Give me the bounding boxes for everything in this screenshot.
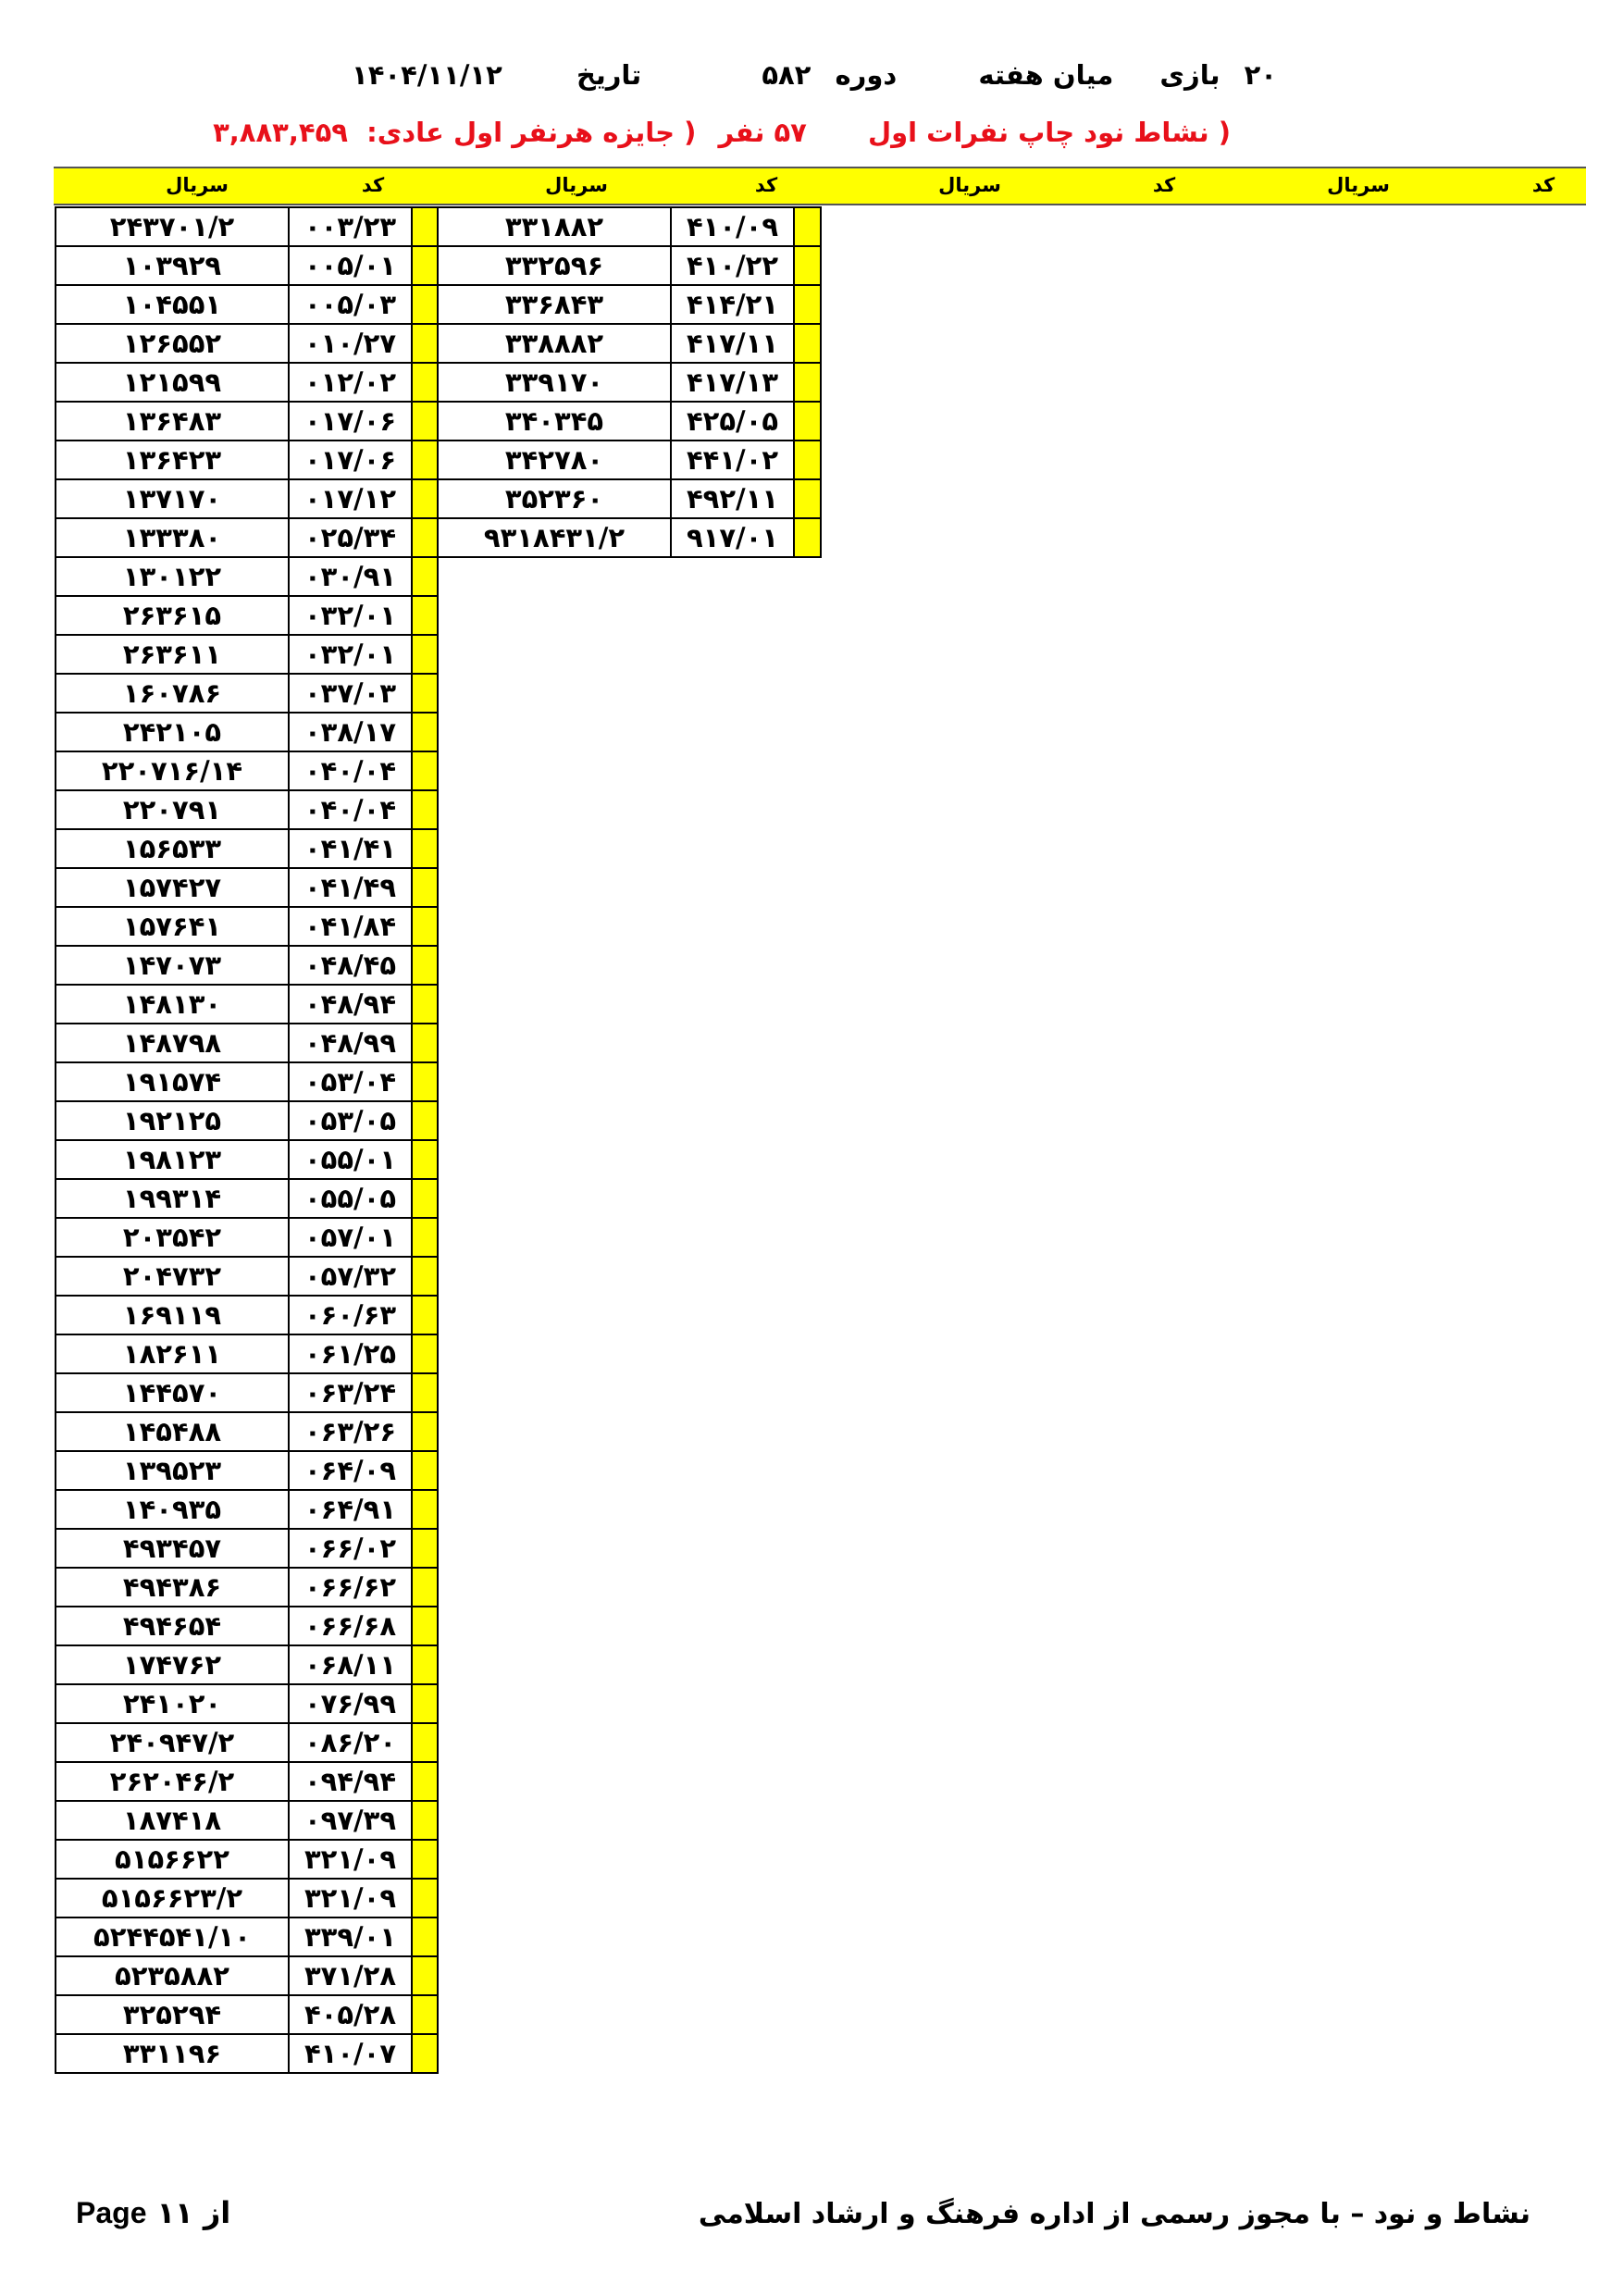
row-marker [412,1917,438,1956]
serial-cell: ۳۳۱۸۸۲ [438,207,671,246]
code-cell: ۰۳۲/۰۱ [289,596,412,635]
code-cell: ۰۱۷/۰۶ [289,402,412,441]
code-cell: ۰۶۰/۶۳ [289,1296,412,1334]
code-cell: ۹۱۷/۰۱ [671,518,794,557]
serial-cell: ۴۹۴۶۵۴ [56,1607,289,1645]
table-row [56,1995,438,2034]
game-count: ۲۰ [1244,59,1277,91]
serial-cell: ۱۰۴۵۵۱ [56,285,289,324]
row-marker [412,1723,438,1762]
serial-cell: ۲۰۳۵۴۲ [56,1218,289,1257]
code-cell: ۰۹۴/۹۴ [289,1762,412,1801]
winners-table-right-body [438,207,821,557]
code-cell: ۰۱۷/۱۲ [289,479,412,518]
row-marker [412,1879,438,1917]
code-cell: ۴۱۰/۲۲ [671,246,794,285]
table-row [56,2034,438,2073]
row-marker [412,596,438,635]
serial-cell: ۹۳۱۸۴۳۱/۲ [438,518,671,557]
code-cell: ۰۶۳/۲۶ [289,1412,412,1451]
table-row [56,907,438,946]
row-marker [412,1062,438,1101]
table-row [438,363,821,402]
code-cell: ۰۲۵/۳۴ [289,518,412,557]
serial-cell: ۲۰۴۷۳۲ [56,1257,289,1296]
serial-cell: ۱۷۴۷۶۲ [56,1645,289,1684]
table-row [438,285,821,324]
serial-cell: ۳۲۵۲۹۴ [56,1995,289,2034]
serial-cell: ۱۴۰۹۳۵ [56,1490,289,1529]
serial-cell: ۱۵۷۴۲۷ [56,868,289,907]
row-marker [412,1412,438,1451]
code-cell: ۴۲۵/۰۵ [671,402,794,441]
game-word: بازی [1159,59,1220,91]
code-cell: ۰۵۵/۰۵ [289,1179,412,1218]
row-marker [794,402,821,441]
row-marker [794,441,821,479]
code-cell: ۰۴۸/۹۹ [289,1024,412,1062]
table-row [56,1334,438,1373]
serial-cell: ۲۶۳۶۱۱ [56,635,289,674]
row-marker [412,1956,438,1995]
serial-cell: ۱۴۸۷۹۸ [56,1024,289,1062]
serial-cell: ۱۴۷۰۷۳ [56,946,289,985]
serial-cell: ۳۳۶۸۴۳ [438,285,671,324]
table-row [56,1762,438,1801]
table-row [438,207,821,246]
serial-cell: ۱۵۷۶۴۱ [56,907,289,946]
serial-cell: ۲۴۰۹۴۷/۲ [56,1723,289,1762]
row-marker [412,635,438,674]
page-label: Page [76,2196,147,2229]
table-row [438,324,821,363]
row-marker [412,207,438,246]
column-header-serial: سریال [545,174,608,196]
serial-cell: ۳۳۲۵۹۶ [438,246,671,285]
row-marker [412,2034,438,2073]
row-marker [794,363,821,402]
table-row [56,868,438,907]
table-row [56,1917,438,1956]
table-row [56,1179,438,1218]
code-cell: ۰۰۵/۰۳ [289,285,412,324]
serial-cell: ۵۲۴۴۵۴۱/۱۰ [56,1917,289,1956]
table-row [56,1645,438,1684]
table-row [56,985,438,1024]
table-row [56,479,438,518]
table-row [56,285,438,324]
table-row [56,829,438,868]
serial-cell: ۵۲۳۵۸۸۲ [56,1956,289,1995]
table-row [56,1723,438,1762]
date-label: تاریخ [576,59,642,91]
code-cell: ۰۴۸/۹۴ [289,985,412,1024]
row-marker [412,713,438,751]
row-marker [412,1451,438,1490]
row-marker [412,985,438,1024]
table-row [56,1412,438,1451]
page-heading [352,57,1277,104]
column-header-code: کد [361,174,385,196]
row-marker [412,1645,438,1684]
row-marker [412,1490,438,1529]
table-row [56,441,438,479]
table-row [56,1257,438,1296]
serial-cell: ۱۲۱۵۹۹ [56,363,289,402]
row-marker [412,518,438,557]
code-cell: ۰۱۰/۲۷ [289,324,412,363]
code-cell: ۰۳۷/۰۳ [289,674,412,713]
code-cell: ۰۴۸/۴۵ [289,946,412,985]
row-marker [794,518,821,557]
row-marker [794,285,821,324]
serial-cell: ۱۸۷۴۱۸ [56,1801,289,1840]
page-subheading [213,115,1231,157]
row-marker [412,1101,438,1140]
row-marker [412,674,438,713]
serial-cell: ۳۳۸۸۸۲ [438,324,671,363]
code-cell: ۰۵۳/۰۴ [289,1062,412,1101]
column-header-code: کد [1152,174,1176,196]
code-cell: ۴۱۴/۲۱ [671,285,794,324]
table-row [56,402,438,441]
serial-cell: ۲۴۱۰۲۰ [56,1684,289,1723]
code-cell: ۰۶۸/۱۱ [289,1645,412,1684]
row-marker [412,1568,438,1607]
code-cell: ۰۶۶/۰۲ [289,1529,412,1568]
period-value: ۵۸۲ [762,59,812,91]
serial-cell: ۵۱۵۶۶۲۳/۲ [56,1879,289,1917]
row-marker [412,907,438,946]
code-cell: ۴۱۰/۰۹ [671,207,794,246]
code-cell: ۰۶۱/۲۵ [289,1334,412,1373]
row-marker [412,1257,438,1296]
serial-cell: ۳۳۹۱۷۰ [438,363,671,402]
code-cell: ۰۵۷/۰۱ [289,1218,412,1257]
column-header-serial: سریال [166,174,229,196]
table-row [56,1296,438,1334]
row-marker [412,1373,438,1412]
table-row [438,246,821,285]
table-row [56,1684,438,1723]
table-row [56,1840,438,1879]
code-cell: ۴۱۷/۱۳ [671,363,794,402]
code-cell: ۰۶۴/۹۱ [289,1490,412,1529]
serial-cell: ۱۹۱۵۷۴ [56,1062,289,1101]
serial-cell: ۱۶۹۱۱۹ [56,1296,289,1334]
table-row [56,674,438,713]
code-cell: ۰۳۲/۰۱ [289,635,412,674]
code-cell: ۰۶۴/۰۹ [289,1451,412,1490]
code-cell: ۰۴۱/۸۴ [289,907,412,946]
serial-cell: ۱۸۲۶۱۱ [56,1334,289,1373]
serial-cell: ۱۳۰۱۲۲ [56,557,289,596]
serial-cell: ۵۱۵۶۶۲۲ [56,1840,289,1879]
serial-cell: ۱۴۵۴۸۸ [56,1412,289,1451]
row-marker [412,1607,438,1645]
code-cell: ۰۳۰/۹۱ [289,557,412,596]
table-row [56,363,438,402]
serial-cell: ۱۴۴۵۷۰ [56,1373,289,1412]
column-header-code: کد [1531,174,1555,196]
serial-cell: ۱۰۳۹۲۹ [56,246,289,285]
code-cell: ۰۶۶/۶۸ [289,1607,412,1645]
row-marker [412,1218,438,1257]
table-row [56,1490,438,1529]
serial-cell: ۲۴۳۷۰۱/۲ [56,207,289,246]
code-cell: ۳۳۹/۰۱ [289,1917,412,1956]
game-type: میان هفته [978,59,1114,91]
row-marker [412,1684,438,1723]
footer-page-number [76,2195,230,2230]
serial-cell: ۱۲۶۵۵۲ [56,324,289,363]
row-marker [794,246,821,285]
code-cell: ۰۵۳/۰۵ [289,1101,412,1140]
table-row [56,1956,438,1995]
code-cell: ۰۴۱/۴۹ [289,868,412,907]
serial-cell: ۲۲۰۷۹۱ [56,790,289,829]
table-row [56,1801,438,1840]
winner-count: ۵۷ نفر [718,117,807,148]
code-cell: ۴۰۵/۲۸ [289,1995,412,2034]
code-cell: ۳۲۱/۰۹ [289,1840,412,1879]
row-marker [794,207,821,246]
table-row [56,324,438,363]
code-cell: ۰۶۶/۶۲ [289,1568,412,1607]
table-row [56,1568,438,1607]
table-row [438,441,821,479]
code-cell: ۴۱۷/۱۱ [671,324,794,363]
winners-table-right [437,206,822,558]
serial-cell: ۱۹۲۱۲۵ [56,1101,289,1140]
code-cell: ۳۷۱/۲۸ [289,1956,412,1995]
table-row [56,246,438,285]
row-marker [412,946,438,985]
table-row [56,1140,438,1179]
code-cell: ۴۹۲/۱۱ [671,479,794,518]
serial-cell: ۱۶۰۷۸۶ [56,674,289,713]
serial-cell: ۱۴۸۱۳۰ [56,985,289,1024]
table-row [56,1024,438,1062]
code-cell: ۴۴۱/۰۲ [671,441,794,479]
code-cell: ۰۵۷/۳۲ [289,1257,412,1296]
code-cell: ۰۰۵/۰۱ [289,246,412,285]
row-marker [412,868,438,907]
row-marker [412,1840,438,1879]
row-marker [412,557,438,596]
serial-cell: ۲۶۳۶۱۵ [56,596,289,635]
row-marker [412,363,438,402]
column-header-bar [54,167,1586,205]
row-marker [412,1995,438,2034]
serial-cell: ۳۳۱۱۹۶ [56,2034,289,2073]
table-row [56,635,438,674]
table-row [56,596,438,635]
code-cell: ۰۴۰/۰۴ [289,751,412,790]
code-cell: ۰۰۳/۲۳ [289,207,412,246]
row-marker [412,1024,438,1062]
table-row [56,713,438,751]
serial-cell: ۱۵۶۵۳۳ [56,829,289,868]
row-marker [412,441,438,479]
row-marker [412,790,438,829]
table-row [56,557,438,596]
row-marker [412,829,438,868]
prize-value: ۳,۸۸۳,۴۵۹ [213,117,348,148]
table-row [56,1062,438,1101]
serial-cell: ۴۹۳۴۵۷ [56,1529,289,1568]
serial-cell: ۲۶۲۰۴۶/۲ [56,1762,289,1801]
row-marker [412,751,438,790]
serial-cell: ۱۳۷۱۷۰ [56,479,289,518]
code-cell: ۰۱۷/۰۶ [289,441,412,479]
code-cell: ۰۸۶/۲۰ [289,1723,412,1762]
subheading-text: ( نشاط نود چاپ نفرات اول [867,117,1231,148]
code-cell: ۰۴۱/۴۱ [289,829,412,868]
page-of: از ۱۱ [156,2195,231,2230]
table-row [56,207,438,246]
table-row [56,1218,438,1257]
row-marker [412,324,438,363]
row-marker [412,1801,438,1840]
code-cell: ۰۳۸/۱۷ [289,713,412,751]
period-label: دوره [835,59,898,91]
code-cell: ۰۶۳/۲۴ [289,1373,412,1412]
code-cell: ۰۱۲/۰۲ [289,363,412,402]
table-row [56,1101,438,1140]
row-marker [412,1762,438,1801]
serial-cell: ۳۴۰۳۴۵ [438,402,671,441]
row-marker [412,1529,438,1568]
serial-cell: ۲۴۲۱۰۵ [56,713,289,751]
row-marker [412,285,438,324]
table-row [56,1879,438,1917]
row-marker [794,324,821,363]
code-cell: ۰۵۵/۰۱ [289,1140,412,1179]
date-value: ۱۴۰۴/۱۱/۱۲ [352,59,502,91]
code-cell: ۳۲۱/۰۹ [289,1879,412,1917]
winners-table-left [55,206,439,2074]
serial-cell: ۱۳۶۴۲۳ [56,441,289,479]
row-marker [412,479,438,518]
row-marker [412,1179,438,1218]
column-header-serial: سریال [938,174,1001,196]
table-row [56,1529,438,1568]
prize-label: ( جایزه هرنفر اول عادی: [366,117,697,148]
table-row [56,518,438,557]
column-header-serial: سریال [1327,174,1390,196]
code-cell: ۰۹۷/۳۹ [289,1801,412,1840]
row-marker [794,479,821,518]
table-row [56,751,438,790]
table-row [438,518,821,557]
serial-cell: ۱۹۹۳۱۴ [56,1179,289,1218]
serial-cell: ۳۵۲۳۶۰ [438,479,671,518]
row-marker [412,1140,438,1179]
column-header-code: کد [754,174,778,196]
code-cell: ۰۷۶/۹۹ [289,1684,412,1723]
serial-cell: ۱۳۶۴۸۳ [56,402,289,441]
table-row [56,1451,438,1490]
table-row [56,790,438,829]
table-row [438,479,821,518]
code-cell: ۴۱۰/۰۷ [289,2034,412,2073]
serial-cell: ۴۹۴۳۸۶ [56,1568,289,1607]
table-row [56,946,438,985]
table-row [56,1607,438,1645]
winners-table-left-body [56,207,438,2073]
code-cell: ۰۴۰/۰۴ [289,790,412,829]
serial-cell: ۲۲۰۷۱۶/۱۴ [56,751,289,790]
table-row [56,1373,438,1412]
table-row [438,402,821,441]
row-marker [412,246,438,285]
serial-cell: ۳۴۲۷۸۰ [438,441,671,479]
serial-cell: ۱۳۹۵۲۳ [56,1451,289,1490]
footer-license: نشاط و نود – با مجوز رسمی از اداره فرهنگ و ارشاد اسلامی [698,2198,1530,2230]
row-marker [412,1334,438,1373]
serial-cell: ۱۹۸۱۲۳ [56,1140,289,1179]
row-marker [412,1296,438,1334]
row-marker [412,402,438,441]
serial-cell: ۱۳۳۳۸۰ [56,518,289,557]
